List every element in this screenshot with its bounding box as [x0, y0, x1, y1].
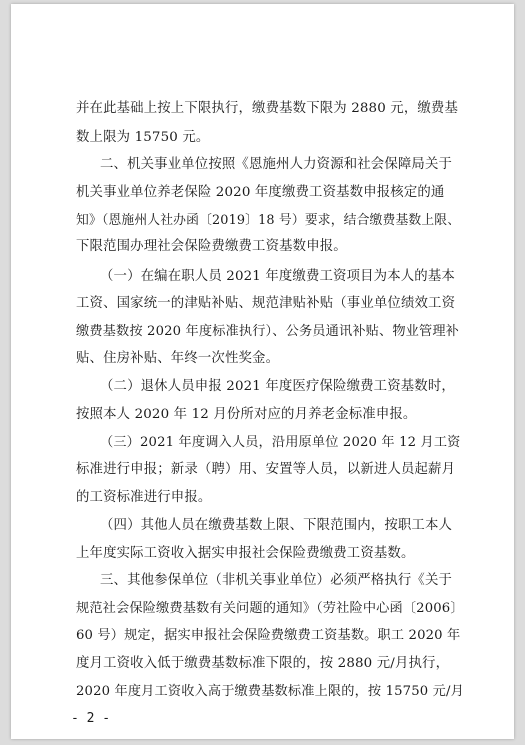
text-line: 机关事业单位养老保险 2020 年度缴费工资基数申报核定的通	[76, 185, 445, 200]
text-line: 的工资标准进行申报。	[76, 490, 212, 505]
text-line: （一）在编在职人员 2021 年度缴费工资项目为本人的基本	[100, 269, 455, 284]
text-line: （四）其他人员在缴费基数上限、下限范围内，按职工本人	[100, 518, 453, 533]
text-line: 知》（恩施州人社办函〔2019〕18 号）要求，结合缴费基数上限、	[76, 213, 461, 228]
text-line: 2020 年度月工资收入高于缴费基数标准上限的，按 15750 元/月	[76, 684, 464, 699]
text-line: 规范社会保险缴费基数有关问题的通知》（劳社险中心函〔2006〕	[76, 601, 464, 616]
text-line: 上年度实际工资收入据实申报社会保险费缴费工资基数。	[76, 546, 415, 561]
text-line: 三、其他参保单位（非机关事业单位）必须严格执行《关于	[100, 573, 453, 588]
text-line: 按照本人 2020 年 12 月份所对应的月养老金标准申报。	[76, 407, 417, 422]
text-line: 标准进行申报；新录（聘）用、安置等人员，以新进人员起薪月	[76, 462, 456, 477]
text-line: 60 号）规定，据实申报社会保险费缴费工资基数。职工 2020 年	[76, 628, 461, 643]
text-line: 数上限为 15750 元。	[76, 130, 210, 145]
text-line: 并在此基础上按上下限执行，缴费基数下限为 2880 元，缴费基	[76, 101, 459, 116]
text-line: 下限范围办理社会保险费缴费工资基数申报。	[76, 239, 347, 254]
text-line: 缴费基数按 2020 年度标准执行）、公务员通讯补贴、物业管理补	[76, 324, 460, 339]
text-line: （三）2021 年度调入人员，沿用原单位 2020 年 12 月工资	[100, 435, 461, 450]
page-number: - 2 -	[71, 711, 111, 726]
document-page	[11, 4, 514, 739]
text-line: 贴、住房补贴、年终一次性奖金。	[76, 351, 280, 366]
text-line: （二）退休人员申报 2021 年度医疗保险缴费工资基数时，	[100, 379, 455, 394]
text-line: 二、机关事业单位按照《恩施州人力资源和社会保障局关于	[100, 157, 453, 172]
text-line: 工资、国家统一的津贴补贴、规范津贴补贴（事业单位绩效工资	[76, 296, 456, 311]
text-line: 度月工资收入低于缴费基数标准下限的，按 2880 元/月执行，	[76, 656, 450, 671]
